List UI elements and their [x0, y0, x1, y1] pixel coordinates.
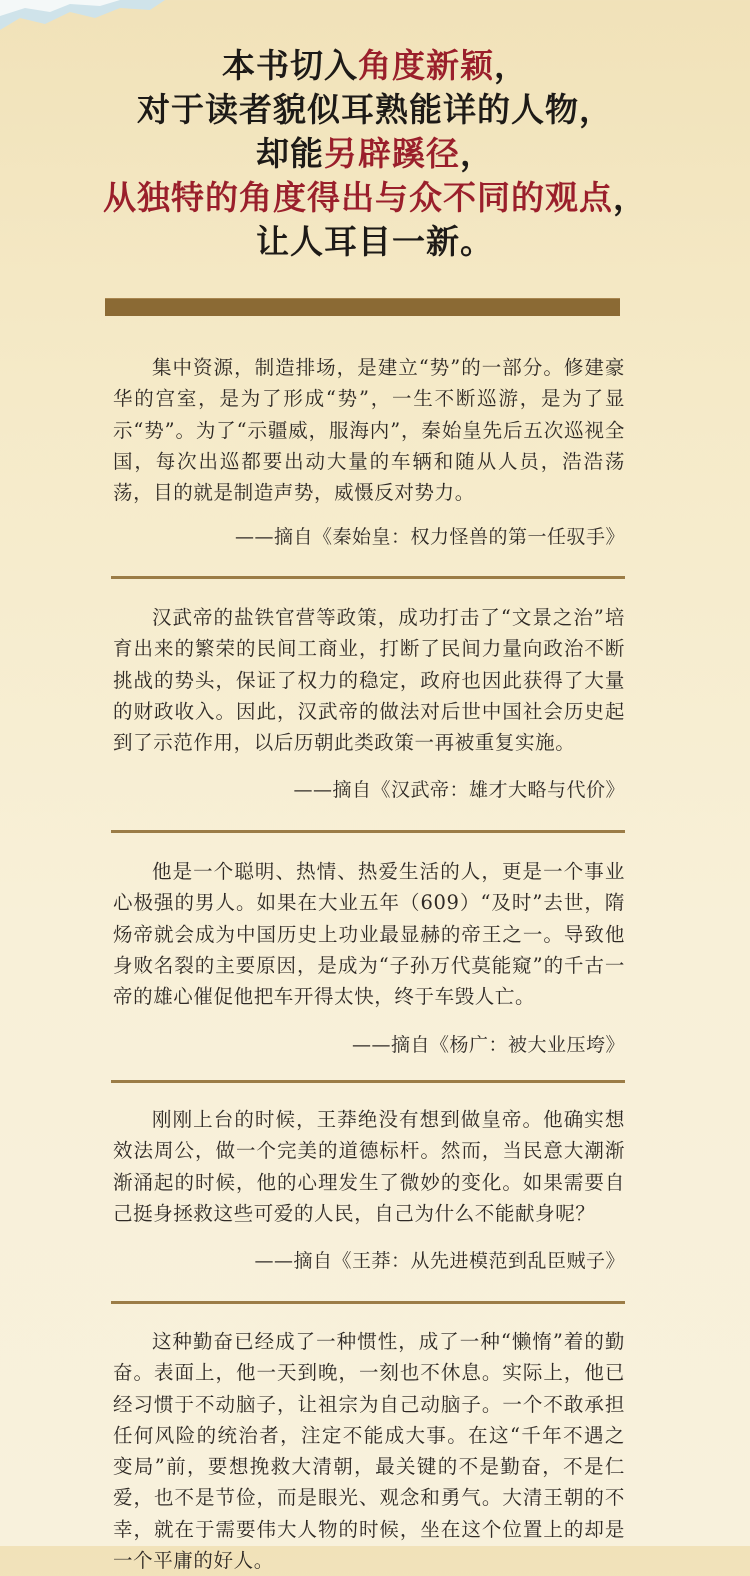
excerpt-1: [113, 352, 625, 548]
headline-line-5: 让人耳目一新。: [256, 222, 494, 261]
headline-line-2: 对于读者貌似耳熟能详的人物，: [137, 90, 613, 129]
divider: [111, 1080, 625, 1083]
divider: [111, 1301, 625, 1304]
excerpt-3: [113, 856, 625, 1056]
excerpt-source: ——摘自《王莽：从先进模范到乱臣贼子》: [254, 1250, 625, 1272]
mountain-decoration: [0, 0, 200, 40]
excerpt-text: 刚刚上台的时候，王莽绝没有想到做皇帝。他确实想效法周公，做一个完美的道德标杆。然而，当民意大潮渐渐涌起的时候，他的心理发生了微妙的变化。如果需要自己挺身拯救这些可爱的人民，自己为什么不能献身呢？: [113, 1108, 625, 1225]
brush-stroke-bar: [105, 298, 620, 316]
headline: [0, 44, 750, 264]
excerpt-2: [113, 602, 625, 801]
excerpt-text: 汉武帝的盐铁官营等政策，成功打击了“文景之治”培育出来的繁荣的民间工商业，打断了民间力量向政治不断挑战的势头，保证了权力的稳定，政府也因此获得了大量的财政收入。因此，汉武帝的做法对后世中国社会历史起到了示范作用，以后历朝此类政策一再被重复实施。: [113, 606, 625, 755]
excerpt-text: 他是一个聪明、热情、热爱生活的人，更是一个事业心极强的男人。如果在大业五年（609）“及时”去世，隋炀帝就会成为中国历史上功业最显赫的帝王之一。导致他身败名裂的主要原因，是成为“子孙万代莫能窥”的千古一帝的雄心催促他把车开得太快，终于车毁人亡。: [113, 860, 625, 1009]
excerpt-5: [113, 1326, 625, 1576]
excerpt-source: ——摘自《汉武帝：雄才大略与代价》: [293, 779, 625, 801]
divider: [111, 576, 625, 579]
headline-line-4: 从独特的角度得出与众不同的观点，: [103, 178, 647, 217]
divider: [111, 830, 625, 833]
headline-line-1: 本书切入角度新颖，: [222, 46, 528, 85]
excerpt-4: [113, 1104, 625, 1272]
excerpt-source: ——摘自《杨广：被大业压垮》: [351, 1034, 625, 1056]
excerpt-source: ——摘自《秦始皇：权力怪兽的第一任驭手》: [234, 526, 625, 548]
excerpt-text: 这种勤奋已经成了一种惯性，成了一种“懒惰”着的勤奋。表面上，他一天到晚，一刻也不休息。实际上，他已经习惯于不动脑子，让祖宗为自己动脑子。一个不敢承担任何风险的统治者，注定不能成大事。在这“千年不遇之变局”前，要想挽救大清朝，最关键的不是勤奋，不是仁爱，也不是节俭，而是眼光、观念和勇气。大清王朝的不幸，就在于需要伟大人物的时候，坐在这个位置上的却是一个平庸的好人。: [113, 1330, 625, 1573]
excerpt-text: 集中资源，制造排场，是建立“势”的一部分。修建豪华的宫室，是为了形成“势”，一生不断巡游，是为了显示“势”。为了“示疆威，服海内”，秦始皇先后五次巡视全国，每次出巡都要出动大量的车辆和随从人员，浩浩荡荡，目的就是制造声势，威慑反对势力。: [113, 356, 625, 505]
headline-line-3: 却能另辟蹊径，: [256, 134, 494, 173]
